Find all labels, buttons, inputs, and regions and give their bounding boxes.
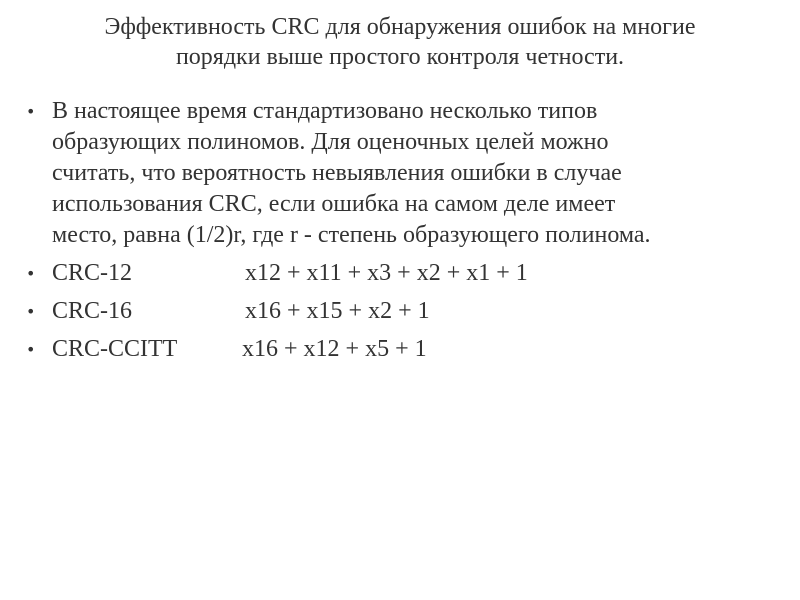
title-line-1: Эффективность CRC для обнаружения ошибок на многие (104, 14, 696, 40)
paragraph-line-4: использования CRC, если ошибка на самом деле имеет (52, 191, 616, 217)
description-paragraph (52, 96, 744, 251)
bullet-dot-icon: • (26, 302, 36, 321)
list-item-description (24, 96, 744, 251)
list-item-crc-ccitt (24, 334, 744, 365)
list-item-crc-16 (24, 296, 744, 327)
polynomial-name: CRC-16 (52, 298, 133, 324)
bullet-dot-icon: • (26, 340, 36, 359)
list-item-crc-12 (24, 258, 744, 289)
polynomial-formula: x16 + x15 + x2 + 1 (245, 298, 430, 324)
polynomial-formula: x12 + x11 + x3 + x2 + x1 + 1 (245, 260, 528, 286)
bullet-dot-icon: • (26, 102, 36, 121)
paragraph-line-5: место, равна (1/2)r, где r - степень образующего полинома. (52, 222, 651, 248)
paragraph-line-2: образующих полиномов. Для оценочных целей можно (52, 129, 609, 155)
polynomial-name: CRC-12 (52, 260, 133, 286)
polynomial-name: CRC-CCITT (52, 336, 178, 362)
bullet-dot-icon: • (26, 264, 36, 283)
polynomial-formula: x16 + x12 + x5 + 1 (242, 336, 427, 362)
paragraph-line-1: В настоящее время стандартизовано несколько типов (52, 98, 598, 124)
title-line-2: порядки выше простого контроля четности. (175, 44, 625, 70)
slide-title (60, 12, 740, 72)
bullet-list (24, 96, 744, 372)
paragraph-line-3: считать, что вероятность невыявления ошибки в случае (52, 160, 622, 186)
